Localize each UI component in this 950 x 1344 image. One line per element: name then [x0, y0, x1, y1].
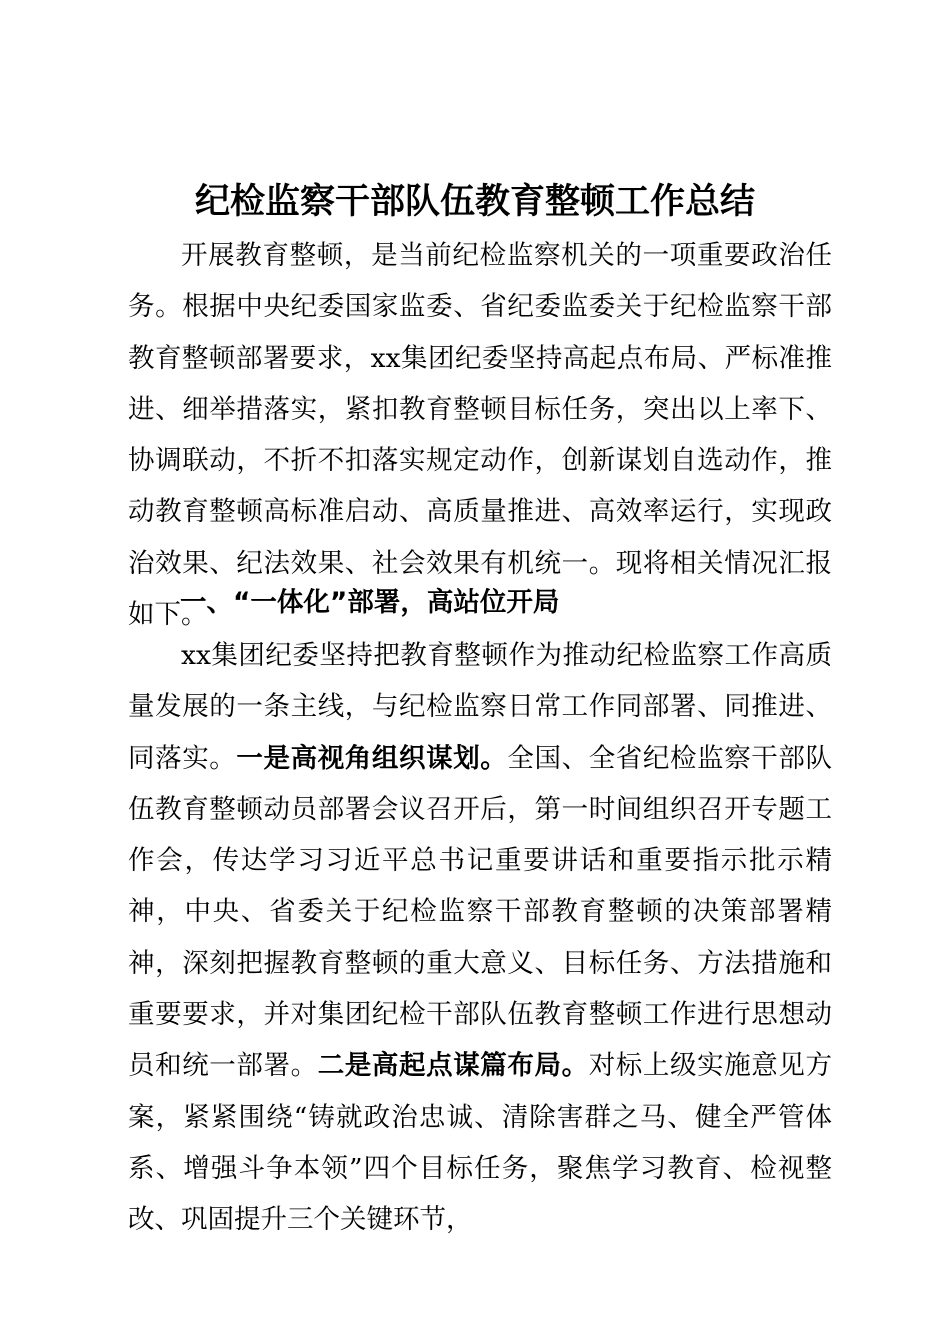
document-title: 纪检监察干部队伍教育整顿工作总结: [194, 181, 755, 222]
section-heading-1: 一、“一体化”部署，高站位开局: [180, 587, 560, 618]
section-1-paragraph: [128, 630, 832, 1246]
intro-paragraph: 开展教育整顿，是当前纪检监察机关的一项重要政治任务。根据中央纪委国家监委、省纪委监委关于纪检监察干部教育整顿部署要求，xx集团纪委坚持高起点布局、严标准推进、细举措落实，紧扣教育整顿目标任务，突出以上率下、协调联动，不折不扣落实规定动作，创新谋划自选动作，推动教育整顿高标准启动、高质量推进、高效率运行，实现政治效果、纪法效果、社会效果有机统一。现将相关情况汇报如下。: [128, 240, 832, 631]
section-1-bold-point-2: 二是高起点谋篇布局。: [317, 1050, 589, 1082]
section-1-text-2: 全国、全省纪检监察干部队伍教育整顿动员部署会议召开后，第一时间组织召开专题工作会，传达学习习近平总书记重要讲话和重要指示批示精神，中央、省委关于纪检监察干部教育整顿的决策部署精神，深刻把握教育整顿的重大意义、目标任务、方法措施和重要要求，并对集团纪检干部队伍教育整顿工作进行思想动员和统一部署。: [128, 742, 833, 1082]
section-1-text-1: xx集团纪委坚持把教育整顿作为推动纪检监察工作高质量发展的一条主线，与纪检监察日常工作同部署、同推进、同落实。: [128, 640, 832, 774]
section-1-text-3: 对标上级实施意见方案，紧紧围绕“铸就政治忠诚、清除害群之马、健全严管体系、增强斗争本领”四个目标任务，聚焦学习教育、检视整改、巩固提升三个关键环节，: [128, 1050, 833, 1236]
section-1-bold-point-1: 一是高视角组织谋划。: [236, 742, 508, 774]
